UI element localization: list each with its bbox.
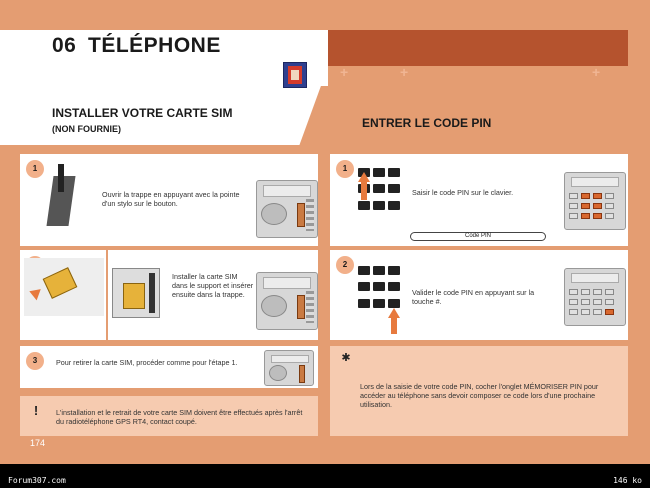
bottom-black-bar xyxy=(0,464,650,488)
step-number-badge: 1 xyxy=(26,160,44,178)
tray-edge xyxy=(149,273,155,313)
tip-text: Lors de la saisie de votre code PIN, cocher l'onglet MÉMORISER PIN pour accéder au téléphone sans devoir composer ce code lors d'une prochaine utilisation. xyxy=(360,382,599,409)
page-number: 174 xyxy=(30,438,46,448)
step-text: Saisir le code PIN sur le clavier. xyxy=(412,188,514,197)
arrow-icon xyxy=(358,172,370,182)
warning-panel xyxy=(20,396,318,436)
warning-text: L'installation et le retrait de votre carte SIM doivent être effectués après l'arrêt du radiotéléphone GPS RT4, contact coupé. xyxy=(56,408,303,426)
keypad-illustration xyxy=(358,266,404,312)
radio-device-illustration xyxy=(256,272,318,330)
left-subheading: (NON FOURNIE) xyxy=(52,124,121,134)
step-text: Installer la carte SIM dans le support et insérer ensuite dans la trappe. xyxy=(172,272,254,299)
sim-card-illustration xyxy=(43,267,78,299)
sim-tray-illustration xyxy=(112,268,160,318)
arrow-icon xyxy=(388,308,400,318)
plus-decoration: + xyxy=(592,64,601,80)
tip-panel xyxy=(330,346,628,436)
plus-decoration: + xyxy=(400,64,409,80)
lightbulb-icon: ✱ xyxy=(341,352,351,364)
radio-keypad-illustration xyxy=(564,172,626,230)
step-number-badge: 2 xyxy=(336,256,354,274)
sim-holder-illustration xyxy=(24,258,104,316)
step-panel-1 xyxy=(20,154,318,246)
step-text: Ouvrir la trappe en appuyant avec la pointe d'un stylo sur le bouton. xyxy=(102,190,240,208)
step-number-badge: 3 xyxy=(26,352,44,370)
sim-card-illustration xyxy=(123,283,145,309)
step-number-badge: 1 xyxy=(336,160,354,178)
exclamation-icon: ! xyxy=(33,403,39,418)
phone-sim-icon xyxy=(283,62,307,88)
left-heading: INSTALLER VOTRE CARTE SIM xyxy=(52,106,233,120)
arrow-stem xyxy=(361,182,367,200)
stylus-illustration xyxy=(58,164,64,192)
step-text: Valider le code PIN en appuyant sur la touche #. xyxy=(412,288,535,306)
panel-divider xyxy=(106,250,108,340)
step-panel-3 xyxy=(20,346,318,388)
pin-code-field: Code PIN xyxy=(410,232,546,241)
section-title: TÉLÉPHONE xyxy=(88,34,221,57)
arrow-icon xyxy=(27,286,41,301)
radio-device-illustration xyxy=(256,180,318,238)
pin-step-panel-2 xyxy=(330,250,628,340)
radio-keypad-illustration xyxy=(564,268,626,326)
radio-device-illustration xyxy=(264,350,314,386)
step-text: Pour retirer la carte SIM, procéder comme pour l'étape 1. xyxy=(56,358,238,367)
right-heading: ENTRER LE CODE PIN xyxy=(362,116,492,130)
footer-site-label: Forum307.com xyxy=(8,476,66,485)
section-number: 06 xyxy=(52,34,77,57)
footer-size-label: 146 ko xyxy=(613,476,642,485)
plus-decoration: + xyxy=(340,64,349,80)
arrow-stem xyxy=(391,318,397,334)
